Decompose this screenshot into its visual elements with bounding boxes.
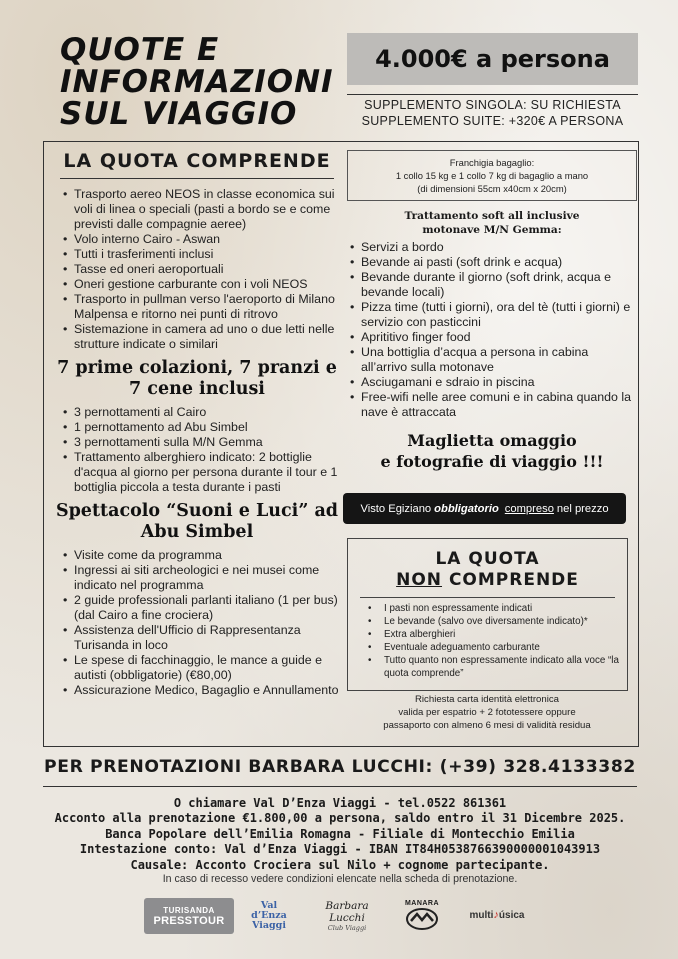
manara-logo (398, 895, 446, 935)
list-item: • Tasse ed oneri aeroportuali (60, 262, 342, 277)
divider (43, 786, 637, 787)
comprende-list (60, 187, 342, 352)
barbara-sub: Club Viaggi (327, 924, 367, 932)
list-item: • Extra alberghieri (362, 628, 620, 641)
list-item: • Tutto quanto non espressamente indicato alla voce “la quota comprende” (362, 654, 620, 680)
valdenza-line: Val d’Enza (251, 900, 287, 921)
visa-suffix: nel prezzo (556, 502, 609, 515)
turisanda-logo (144, 898, 234, 934)
comprende-title: LA QUOTA COMPRENDE (60, 150, 334, 179)
supplement-suite: SUPPLEMENTO SUITE: +320€ A PERSONA (361, 114, 624, 128)
baggage-allowance (347, 150, 637, 201)
barbara-lucchi-logo (312, 901, 382, 931)
soft-inclusive-list (347, 240, 637, 420)
non-comprende-title (348, 549, 627, 591)
list-item: • Assicurazione Medico, Bagaglio e Annullamento (60, 683, 342, 698)
non-title-line: LA QUOTA (435, 549, 540, 569)
baggage-line: (di dimensioni 55cm x40cm x 20cm) (417, 183, 567, 194)
list-item: • Tutti i trasferimenti inclusi (60, 247, 342, 262)
baggage-line: Franchigia bagaglio: (449, 157, 535, 168)
list-item: • Aprititivo finger food (347, 330, 637, 345)
requirement-line: Richiesta carta identità elettronica (415, 694, 559, 705)
gift-line: Maglietta omaggio (407, 431, 577, 450)
title-line: SUL VIAGGIO (60, 96, 298, 132)
manara-text: MANARA (404, 899, 440, 907)
list-item: • 3 pernottamenti sulla M/N Gemma (60, 435, 342, 450)
list-item: • Free-wifi nelle aree comuni e in cabina quando la nave è attraccata (347, 390, 637, 420)
title-line: QUOTE E (60, 32, 220, 68)
visa-included: compreso (504, 502, 554, 515)
meals-title: 7 prime colazioni, 7 pranzi e 7 cene inclusi (57, 358, 337, 399)
soft-title-line: motonave M/N Gemma: (422, 224, 562, 236)
comprende-column (52, 150, 342, 698)
list-item: • Eventuale adeguamento carburante (362, 641, 620, 654)
list-item: • Le bevande (salvo ove diversamente indicato)* (362, 615, 620, 628)
multimusica-logo (462, 905, 532, 925)
cancellation-note: In caso di recesso vedere condizioni elencate nella scheda di prenotazione. (162, 873, 518, 885)
list-item: • Sistemazione in camera ad uno o due letti nelle strutture indicate o similari (60, 322, 342, 352)
price-box (347, 33, 638, 85)
payment-line: Acconto alla prenotazione €1.800,00 a persona, saldo entro il 31 Dicembre 2025. (54, 811, 626, 826)
visa-banner (343, 493, 626, 524)
title-line: INFORMAZIONI (60, 64, 334, 100)
list-item: • 1 pernottamento ad Abu Simbel (60, 420, 342, 435)
non-comprende-box (347, 538, 628, 691)
list-item: • Una bottiglia d’acqua a persona in cabina all’arrivo sulla motonave (347, 345, 637, 375)
list-item: • 2 guide professionali parlanti italiano (1 per bus) (dal Cairo a fine crociera) (60, 593, 342, 623)
payment-line: Causale: Acconto Crociera sul Nilo + cognome partecipante. (130, 857, 550, 872)
right-column (347, 150, 637, 480)
requirement-line: valida per espatrio + 2 fototessere oppure (398, 707, 576, 718)
multi-text: multi (469, 909, 494, 921)
requirement-line: passaporto con almeno 6 mesi di validità residua (383, 720, 591, 731)
list-item: • Ingressi ai siti archeologici e nei musei come indicato nel programma (60, 563, 342, 593)
musica-text: úsica (498, 909, 525, 921)
presstour-text: PRESSTOUR (153, 914, 225, 927)
baggage-line: 1 collo 15 kg e 1 collo 7 kg di bagaglio a mano (395, 170, 589, 181)
payment-info (43, 796, 637, 873)
list-item: • Oneri gestione carburante con i voli NEOS (60, 277, 342, 292)
gift-line: e fotografie di viaggio !!! (380, 452, 604, 471)
list-item: • Bevande durante il giorno (soft drink, acqua e bevande locali) (347, 270, 637, 300)
list-item: • Trasporto aereo NEOS in classe economica sui voli di linea o speciali (pasti a bordo se e come previsti dalle compagnie aeree) (60, 187, 342, 232)
payment-line: Banca Popolare dell’Emilia Romagna - Filiale di Montecchio Emilia (105, 826, 575, 841)
list-item: • Trasporto in pullman verso l'aeroporto di Milano Malpensa e ritorno nei punti di ritrovo (60, 292, 342, 322)
non-word: NON (396, 570, 443, 590)
non-title-line (348, 570, 627, 591)
soft-inclusive-title (347, 209, 637, 237)
partner-logos (140, 893, 540, 937)
payment-line: Intestazione conto: Val d’Enza Viaggi - IBAN IT84H0538766390000001043913 (79, 842, 601, 857)
list-item: • Visite come da programma (60, 548, 342, 563)
non-comprende-list (362, 602, 620, 680)
show-title: Spettacolo “Suoni e Luci” ad Abu Simbel (55, 501, 339, 542)
list-item: • I pasti non espressamente indicati (362, 602, 620, 615)
valdenza-logo (246, 901, 292, 931)
gift-title (347, 430, 637, 472)
valdenza-line: Viaggi (252, 920, 286, 931)
turisanda-text: TURISANDA (163, 905, 215, 915)
barbara-name: Barbara Lucchi (325, 900, 369, 924)
supplement-single: SUPPLEMENTO SINGOLA: SU RICHIESTA (364, 98, 621, 112)
divider (347, 94, 638, 95)
divider (360, 597, 615, 598)
visa-mandatory: obbligatorio (434, 502, 499, 515)
list-item: • 3 pernottamenti al Cairo (60, 405, 342, 420)
list-item: • Servizi a bordo (347, 240, 637, 255)
price-label: 4.000€ a persona (375, 45, 610, 73)
music-note-icon: ♪ (493, 909, 499, 921)
list-item: • Volo interno Cairo - Aswan (60, 232, 342, 247)
document-requirements (347, 693, 627, 732)
soft-title-line: Trattamento soft all inclusive (404, 210, 580, 222)
manara-emblem-icon (405, 907, 439, 931)
list-item: • Trattamento alberghiero indicato: 2 bottiglie d'acqua al giorno per persona durante il tour e 1 bottiglia piccola a testa durante i pasti (60, 450, 342, 495)
non-title-rest: COMPRENDE (448, 570, 579, 590)
list-item: • Asciugamani e sdraio in piscina (347, 375, 637, 390)
list-item: • Pizza time (tutti i giorni), ora del tè (tutti i giorni) e servizio con pasticcini (347, 300, 637, 330)
show-list (60, 548, 342, 698)
list-item: • Bevande ai pasti (soft drink e acqua) (347, 255, 637, 270)
booking-contact: PER PRENOTAZIONI BARBARA LUCCHI: (+39) 328.4133382 (44, 757, 636, 777)
list-item: • Assistenza dell'Ufficio di Rappresentanza Turisanda in loco (60, 623, 342, 653)
supplements (347, 97, 638, 129)
meals-list (60, 405, 342, 495)
list-item: • Le spese di facchinaggio, le mance a guide e autisti (obbligatorie) (€80,00) (60, 653, 342, 683)
payment-line: O chiamare Val D’Enza Viaggi - tel.0522 861361 (173, 796, 507, 810)
visa-prefix: Visto Egiziano (360, 502, 432, 515)
page-title (60, 32, 334, 132)
